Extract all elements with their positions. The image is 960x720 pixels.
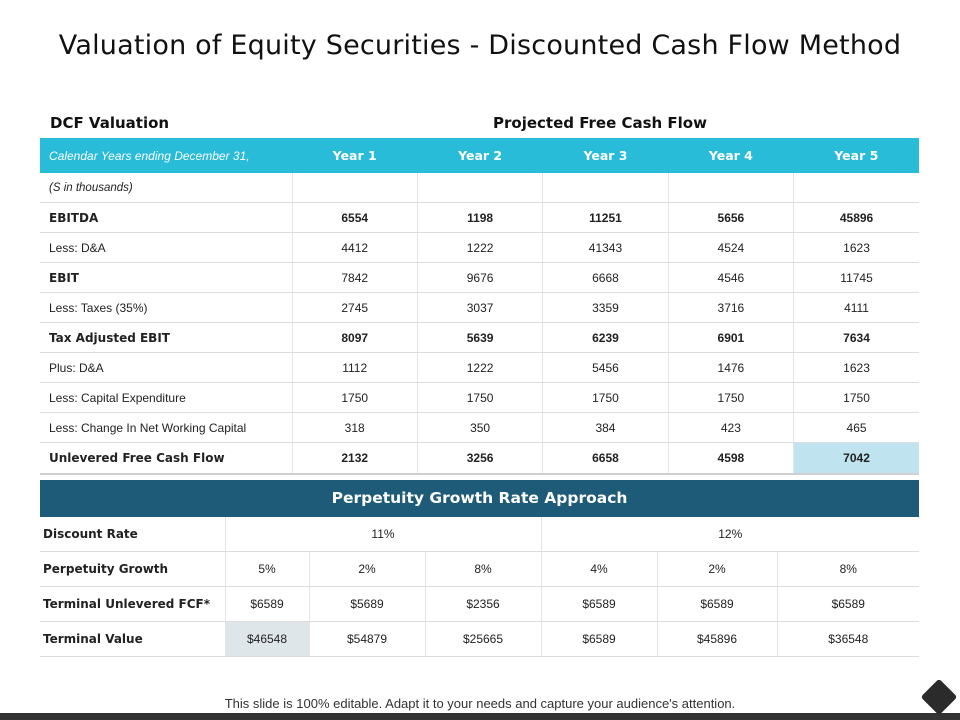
table-cell: $25665 bbox=[425, 622, 541, 657]
table-cell: $36548 bbox=[777, 622, 919, 657]
pgr-heading-banner: Perpetuity Growth Rate Approach bbox=[40, 480, 919, 517]
table-cell: $54879 bbox=[309, 622, 425, 657]
table-cell: 4598 bbox=[668, 443, 793, 475]
table-cell: 423 bbox=[668, 413, 793, 443]
discount-rate-row bbox=[40, 517, 919, 552]
table-cell: 1623 bbox=[794, 233, 919, 263]
table-cell: 5639 bbox=[417, 323, 542, 353]
row-label: EBIT bbox=[40, 263, 292, 293]
table-cell: 465 bbox=[794, 413, 919, 443]
empty-cell bbox=[292, 173, 417, 203]
terminal-value-row bbox=[40, 622, 919, 657]
units-row bbox=[40, 173, 919, 203]
table-cell: 1750 bbox=[794, 383, 919, 413]
table-cell: 4546 bbox=[668, 263, 793, 293]
footer-note: This slide is 100% editable. Adapt it to your needs and capture your audience's attention. bbox=[224, 696, 736, 711]
projected-fcf-heading: Projected Free Cash Flow bbox=[493, 114, 707, 132]
empty-cell bbox=[794, 173, 919, 203]
table-row-less-da bbox=[40, 233, 919, 263]
table-cell: 6554 bbox=[292, 203, 417, 233]
row-label: EBITDA bbox=[40, 203, 292, 233]
table-cell: 6668 bbox=[543, 263, 668, 293]
table-row-tax-adjusted-ebit bbox=[40, 323, 919, 353]
table-cell: 12% bbox=[541, 517, 919, 552]
table-cell: 1623 bbox=[794, 353, 919, 383]
table-cell: $6589 bbox=[777, 587, 919, 622]
table-cell: 384 bbox=[543, 413, 668, 443]
table-cell: 3716 bbox=[668, 293, 793, 323]
table-cell: 2% bbox=[309, 552, 425, 587]
row-label: Plus: D&A bbox=[40, 353, 292, 383]
row-label: Discount Rate bbox=[40, 517, 225, 552]
empty-cell bbox=[417, 173, 542, 203]
perpetuity-growth-row bbox=[40, 552, 919, 587]
units-label: (S in thousands) bbox=[40, 173, 292, 203]
table-cell: 350 bbox=[417, 413, 542, 443]
row-label: Less: Capital Expenditure bbox=[40, 383, 292, 413]
empty-cell bbox=[668, 173, 793, 203]
table-cell: 1222 bbox=[417, 353, 542, 383]
table-cell: $45896 bbox=[657, 622, 777, 657]
row-label: Tax Adjusted EBIT bbox=[40, 323, 292, 353]
table-cell: 1112 bbox=[292, 353, 417, 383]
table-cell: $6589 bbox=[225, 587, 309, 622]
table-cell: 9676 bbox=[417, 263, 542, 293]
dcf-valuation-heading: DCF Valuation bbox=[50, 114, 170, 132]
row-label: Perpetuity Growth bbox=[40, 552, 225, 587]
table-cell: 1222 bbox=[417, 233, 542, 263]
year-header: Year 3 bbox=[543, 138, 668, 173]
table-cell: 8% bbox=[425, 552, 541, 587]
table-cell: 1750 bbox=[668, 383, 793, 413]
table-cell: 3359 bbox=[543, 293, 668, 323]
table-cell: 5% bbox=[225, 552, 309, 587]
year-header: Year 2 bbox=[417, 138, 542, 173]
table-row-nwc bbox=[40, 413, 919, 443]
table-cell: 2132 bbox=[292, 443, 417, 475]
table-cell: 5456 bbox=[543, 353, 668, 383]
table-cell: 7842 bbox=[292, 263, 417, 293]
table-cell: $2356 bbox=[425, 587, 541, 622]
empty-cell bbox=[543, 173, 668, 203]
terminal-fcf-row bbox=[40, 587, 919, 622]
table-cell: 1750 bbox=[543, 383, 668, 413]
table-cell: 4524 bbox=[668, 233, 793, 263]
footer-bar bbox=[0, 713, 960, 720]
table-row-less-taxes bbox=[40, 293, 919, 323]
pgr-table bbox=[40, 517, 919, 657]
table-row-ebit bbox=[40, 263, 919, 293]
table-row-capex bbox=[40, 383, 919, 413]
table-row-ufcf bbox=[40, 443, 919, 475]
row-label: Terminal Value bbox=[40, 622, 225, 657]
table-cell: 6239 bbox=[543, 323, 668, 353]
table-cell: 8097 bbox=[292, 323, 417, 353]
table-cell: 1750 bbox=[417, 383, 542, 413]
table-cell: 5656 bbox=[668, 203, 793, 233]
row-label: Less: Taxes (35%) bbox=[40, 293, 292, 323]
table-cell: 6901 bbox=[668, 323, 793, 353]
year-header: Year 4 bbox=[668, 138, 793, 173]
table-cell: 318 bbox=[292, 413, 417, 443]
table-cell: 41343 bbox=[543, 233, 668, 263]
table-cell: $5689 bbox=[309, 587, 425, 622]
table-cell: 2% bbox=[657, 552, 777, 587]
table-cell: 8% bbox=[777, 552, 919, 587]
table-row-plus-da bbox=[40, 353, 919, 383]
table-cell: 45896 bbox=[794, 203, 919, 233]
year-header: Year 5 bbox=[794, 138, 919, 173]
highlighted-cell: $46548 bbox=[225, 622, 309, 657]
table-cell: 7634 bbox=[794, 323, 919, 353]
row-label: Terminal Unlevered FCF* bbox=[40, 587, 225, 622]
table-cell: 2745 bbox=[292, 293, 417, 323]
table-cell: 11% bbox=[225, 517, 541, 552]
row-label: Less: Change In Net Working Capital bbox=[40, 413, 292, 443]
table-cell: 1476 bbox=[668, 353, 793, 383]
highlighted-cell: 7042 bbox=[794, 443, 919, 475]
table-cell: $6589 bbox=[657, 587, 777, 622]
year-header: Year 1 bbox=[292, 138, 417, 173]
table-cell: 1198 bbox=[417, 203, 542, 233]
table-cell: 4111 bbox=[794, 293, 919, 323]
table-cell: 6658 bbox=[543, 443, 668, 475]
table-cell: 3256 bbox=[417, 443, 542, 475]
dcf-header-row bbox=[40, 138, 919, 173]
row-label: Less: D&A bbox=[40, 233, 292, 263]
table-cell: 4412 bbox=[292, 233, 417, 263]
row-label: Unlevered Free Cash Flow bbox=[40, 443, 292, 475]
table-cell: $6589 bbox=[541, 622, 657, 657]
table-row-ebitda bbox=[40, 203, 919, 233]
table-cell: 3037 bbox=[417, 293, 542, 323]
table-cell: $6589 bbox=[541, 587, 657, 622]
table-cell: 11251 bbox=[543, 203, 668, 233]
table-cell: 4% bbox=[541, 552, 657, 587]
table-cell: 1750 bbox=[292, 383, 417, 413]
slide-title: Valuation of Equity Securities - Discounted Cash Flow Method bbox=[58, 30, 902, 61]
dcf-table bbox=[40, 138, 919, 475]
calendar-years-label: Calendar Years ending December 31, bbox=[40, 138, 292, 173]
table-cell: 11745 bbox=[794, 263, 919, 293]
